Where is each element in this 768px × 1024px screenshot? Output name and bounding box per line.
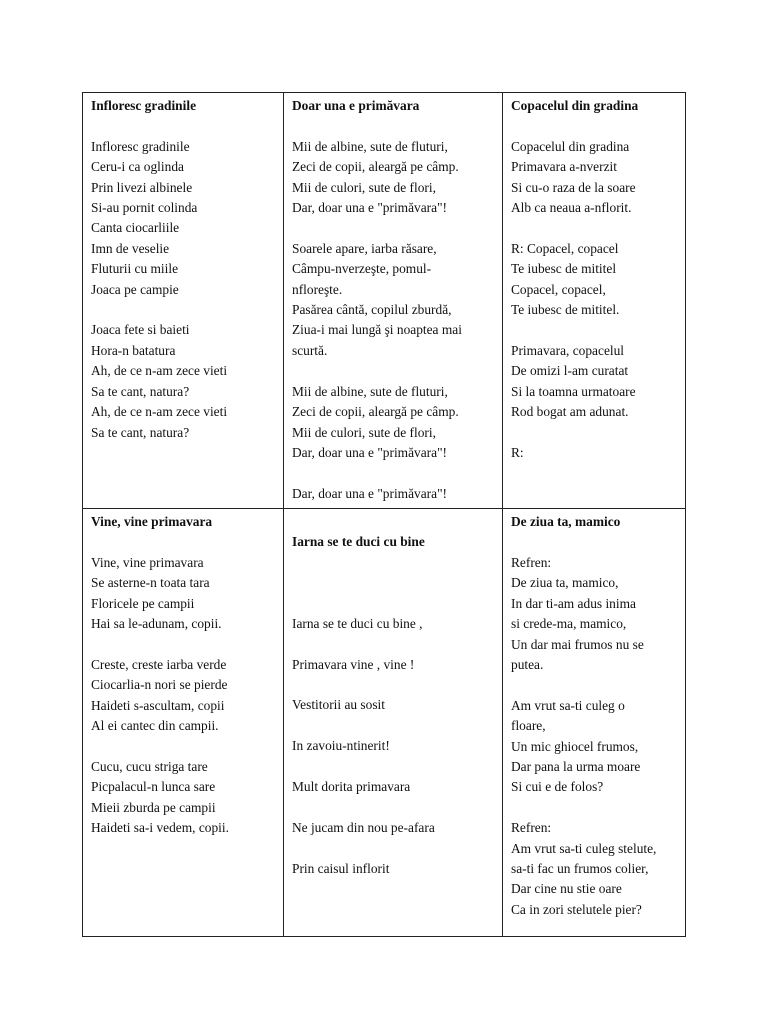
song-cell-de-ziua-ta-mamico	[503, 509, 686, 937]
song-title: Iarna se te duci cu bine	[292, 534, 425, 550]
song-lyrics: Refren: De ziua ta, mamico, In dar ti-am adus inima si crede-ma, mamico, Un dar mai frumos nu se putea. Am vrut sa-ti culeg o floare, Un mic ghiocel frumos, Dar pana la urma moare Si cui e de folos? Refren: Am vrut sa-ti culeg stelute, sa-ti fac un frumos colier, Dar cine nu stie oare Ca in zori stelutele pier?	[511, 554, 657, 917]
song-cell-iarna-se-te-duci-cu-bine	[284, 509, 503, 937]
song-cell-copacelul-din-gradina	[503, 93, 686, 509]
song-cell-infloresc-gradinile	[83, 93, 284, 509]
song-lyrics: Mii de albine, sute de fluturi, Zeci de copii, aleargă pe câmp. Mii de culori, sute de flori, Dar, doar una e "primăvara"! Soarele apare, iarba răsare, Câmpu-nverzeşte, pomul- nfloreşte. Pasărea cântă, copilul zburdă, Ziua-i mai lungă şi noaptea mai scurtă. Mii de albine, sute de fluturi, Zeci de copii, aleargă pe câmp. Mii de culori, sute de flori, Dar, doar una e "primăvara"! Dar, doar una e "primăvara"!	[292, 138, 462, 501]
song-cell-vine-vine-primavara	[83, 509, 284, 937]
song-title: De ziua ta, mamico	[511, 514, 621, 530]
song-lyrics: Infloresc gradinile Ceru-i ca oglinda Prin livezi albinele Si-au pornit colinda Canta ciocarliile Imn de veselie Fluturii cu miile Joaca pe campie Joaca fete si baieti Hora-n batatura Ah, de ce n-am zece vieti Sa te cant, natura? Ah, de ce n-am zece vieti Sa te cant, natura?	[91, 138, 228, 440]
songs-table	[82, 92, 686, 937]
song-title: Vine, vine primavara	[91, 514, 213, 530]
table-row	[83, 93, 686, 509]
table-row	[83, 509, 686, 937]
song-title: Copacelul din gradina	[511, 98, 639, 113]
song-title: Infloresc gradinile	[91, 98, 197, 113]
song-title: Doar una e primăvara	[292, 98, 420, 113]
song-cell-doar-una-e-primavara	[284, 93, 503, 509]
song-lyrics: Copacelul din gradina Primavara a-nverzit Si cu-o raza de la soare Alb ca neaua a-nflorit. R: Copacel, copacel Te iubesc de mititel Copacel, copacel, Te iubesc de mititel. Primavara, copacelul De omizi l-am curatat Si la toamna urmatoare Rod bogat am adunat. R:	[511, 138, 636, 460]
song-lyrics: Vine, vine primavara Se asterne-n toata tara Floricele pe campii Hai sa le-adunam, copii. Creste, creste iarba verde Ciocarlia-n nori se pierde Haideti s-ascultam, copii Al ei cantec din campii. Cucu, cucu striga tare Picpalacul-n lunca sare Mieii zburda pe campii Haideti sa-i vedem, copii.	[91, 554, 229, 836]
song-lyrics: Iarna se te duci cu bine , Primavara vine , vine ! Vestitorii au sosit In zavoiu-ntinerit! Mult dorita primavara Ne jucam din nou pe-afara Prin caisul inflorit	[292, 615, 435, 876]
